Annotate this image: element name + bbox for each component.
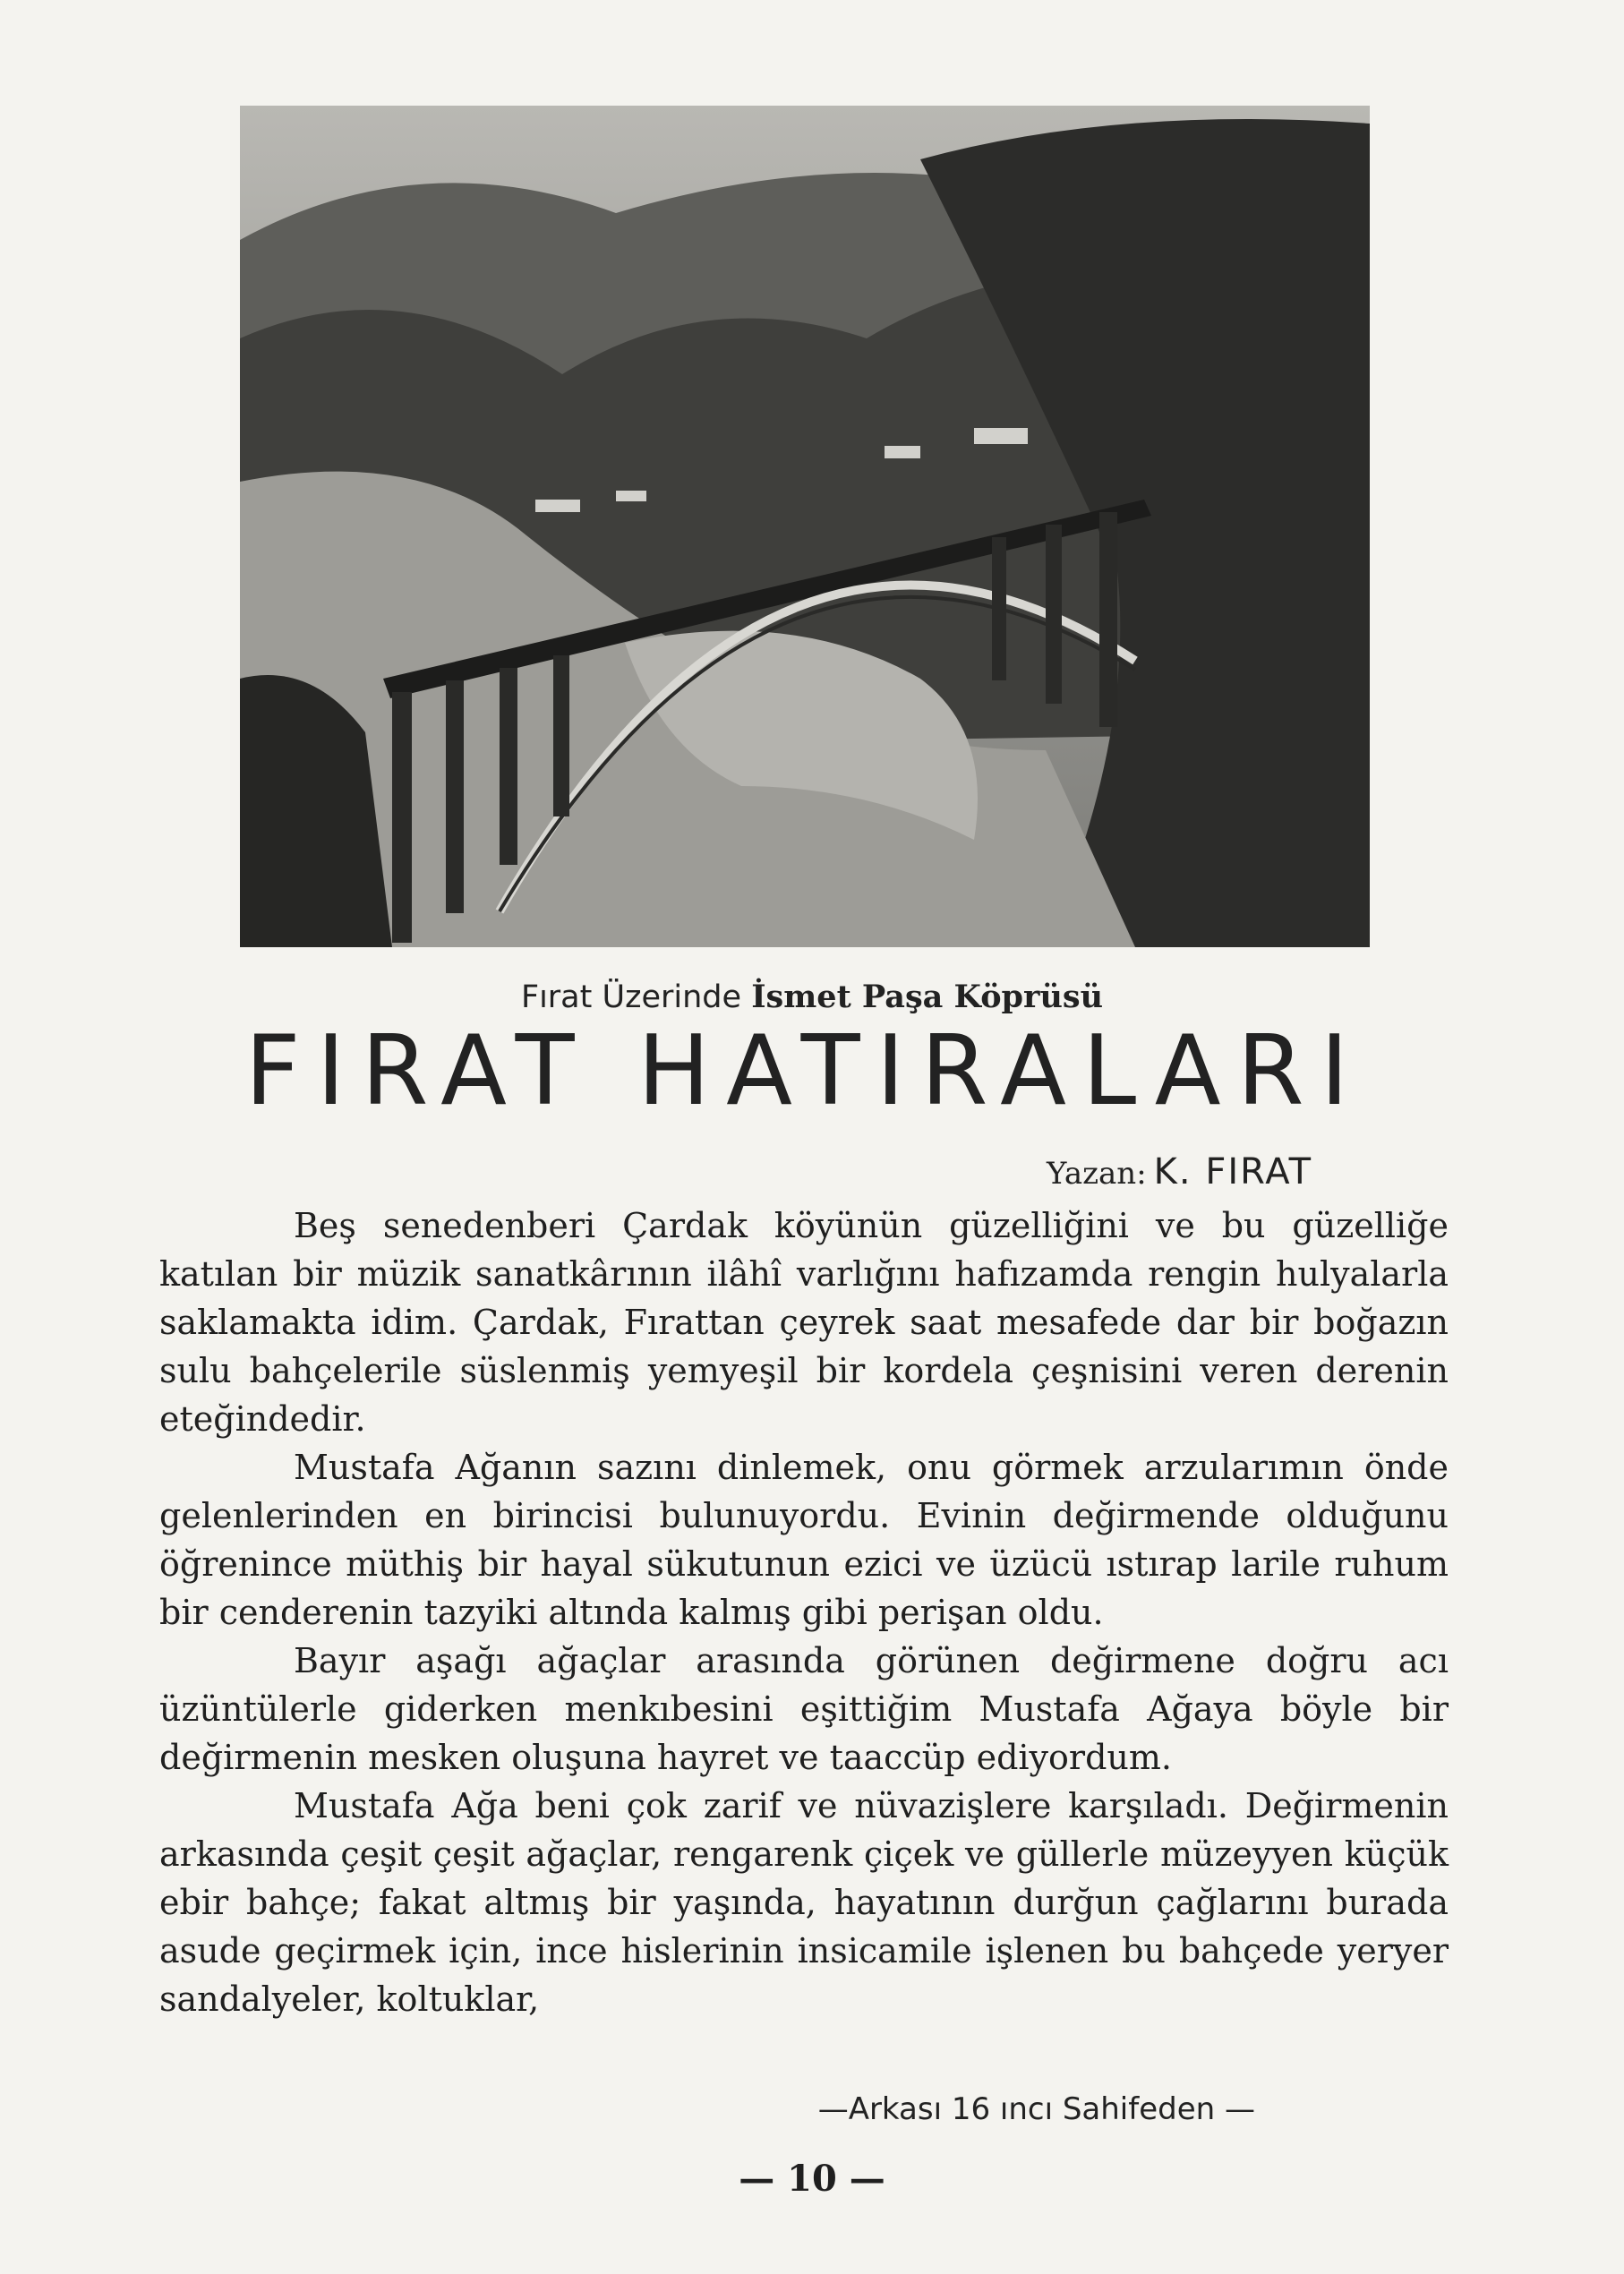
photo-caption: [0, 979, 1624, 1015]
caption-bold: İsmet Paşa Köprüsü: [751, 979, 1104, 1015]
article-body: [159, 1201, 1449, 2023]
paragraph: Mustafa Ağanın sazını dinlemek, onu görmek arzularımın önde gelenlerinden en birincisi bulunuyordu. Evinin değirmende olduğunu öğrenince müthiş bir hayal sükutunun ezici ve üzücü ıstırap larile ruhum bir cenderenin tazyiki altında kalmış gibi perişan oldu.: [159, 1448, 1449, 1632]
paragraph: Mustafa Ağa beni çok zarif ve nüvazişlere karşıladı. Değirmenin arkasında çeşit çeşit ağaçlar, rengarenk çiçek ve güllerle müzeyyen küçük ebir bahçe; fakat altmış bir yaşında, hayatının durğun çağlarını burada asude geçirmek için, ince hislerinin insicamile işlenen bu bahçede yeryer sandalyeler, koltuklar,: [159, 1786, 1449, 2019]
paragraph: Bayır aşağı ağaçlar arasında görünen değirmene doğru acı üzüntülerle giderken menkıbesini eşittiğim Mustafa Ağaya böyle bir değirmenin mesken oluşuna hayret ve taaccüp ediyordum.: [159, 1641, 1449, 1777]
caption-plain: Fırat Üzerinde: [520, 979, 752, 1015]
byline-author: K. FIRAT: [1153, 1151, 1312, 1193]
article-title: FIRAT HATIRALARI: [244, 1015, 1365, 1127]
byline-label: Yazan:: [1047, 1156, 1147, 1192]
continued-note: [0, 2091, 1508, 2127]
bridge-photo: [240, 106, 1370, 947]
byline: [1047, 1151, 1312, 1193]
page-number: — 10 —: [739, 2158, 885, 2200]
paragraph: Beş senedenberi Çardak köyünün güzelliğini ve bu güzelliğe katılan bir müzik sanatkârının ilâhî varlığını hafızamda rengin hulyalarla saklamakta idim. Çardak, Fırattan çeyrek saat mesafede dar bir boğazın sulu bahçelerile süslenmiş yemyeşil bir kordela çeşnisini veren derenin eteğindedir.: [159, 1206, 1449, 1439]
continued-text: —Arkası 16 ıncı Sahifeden —: [817, 2091, 1255, 2127]
